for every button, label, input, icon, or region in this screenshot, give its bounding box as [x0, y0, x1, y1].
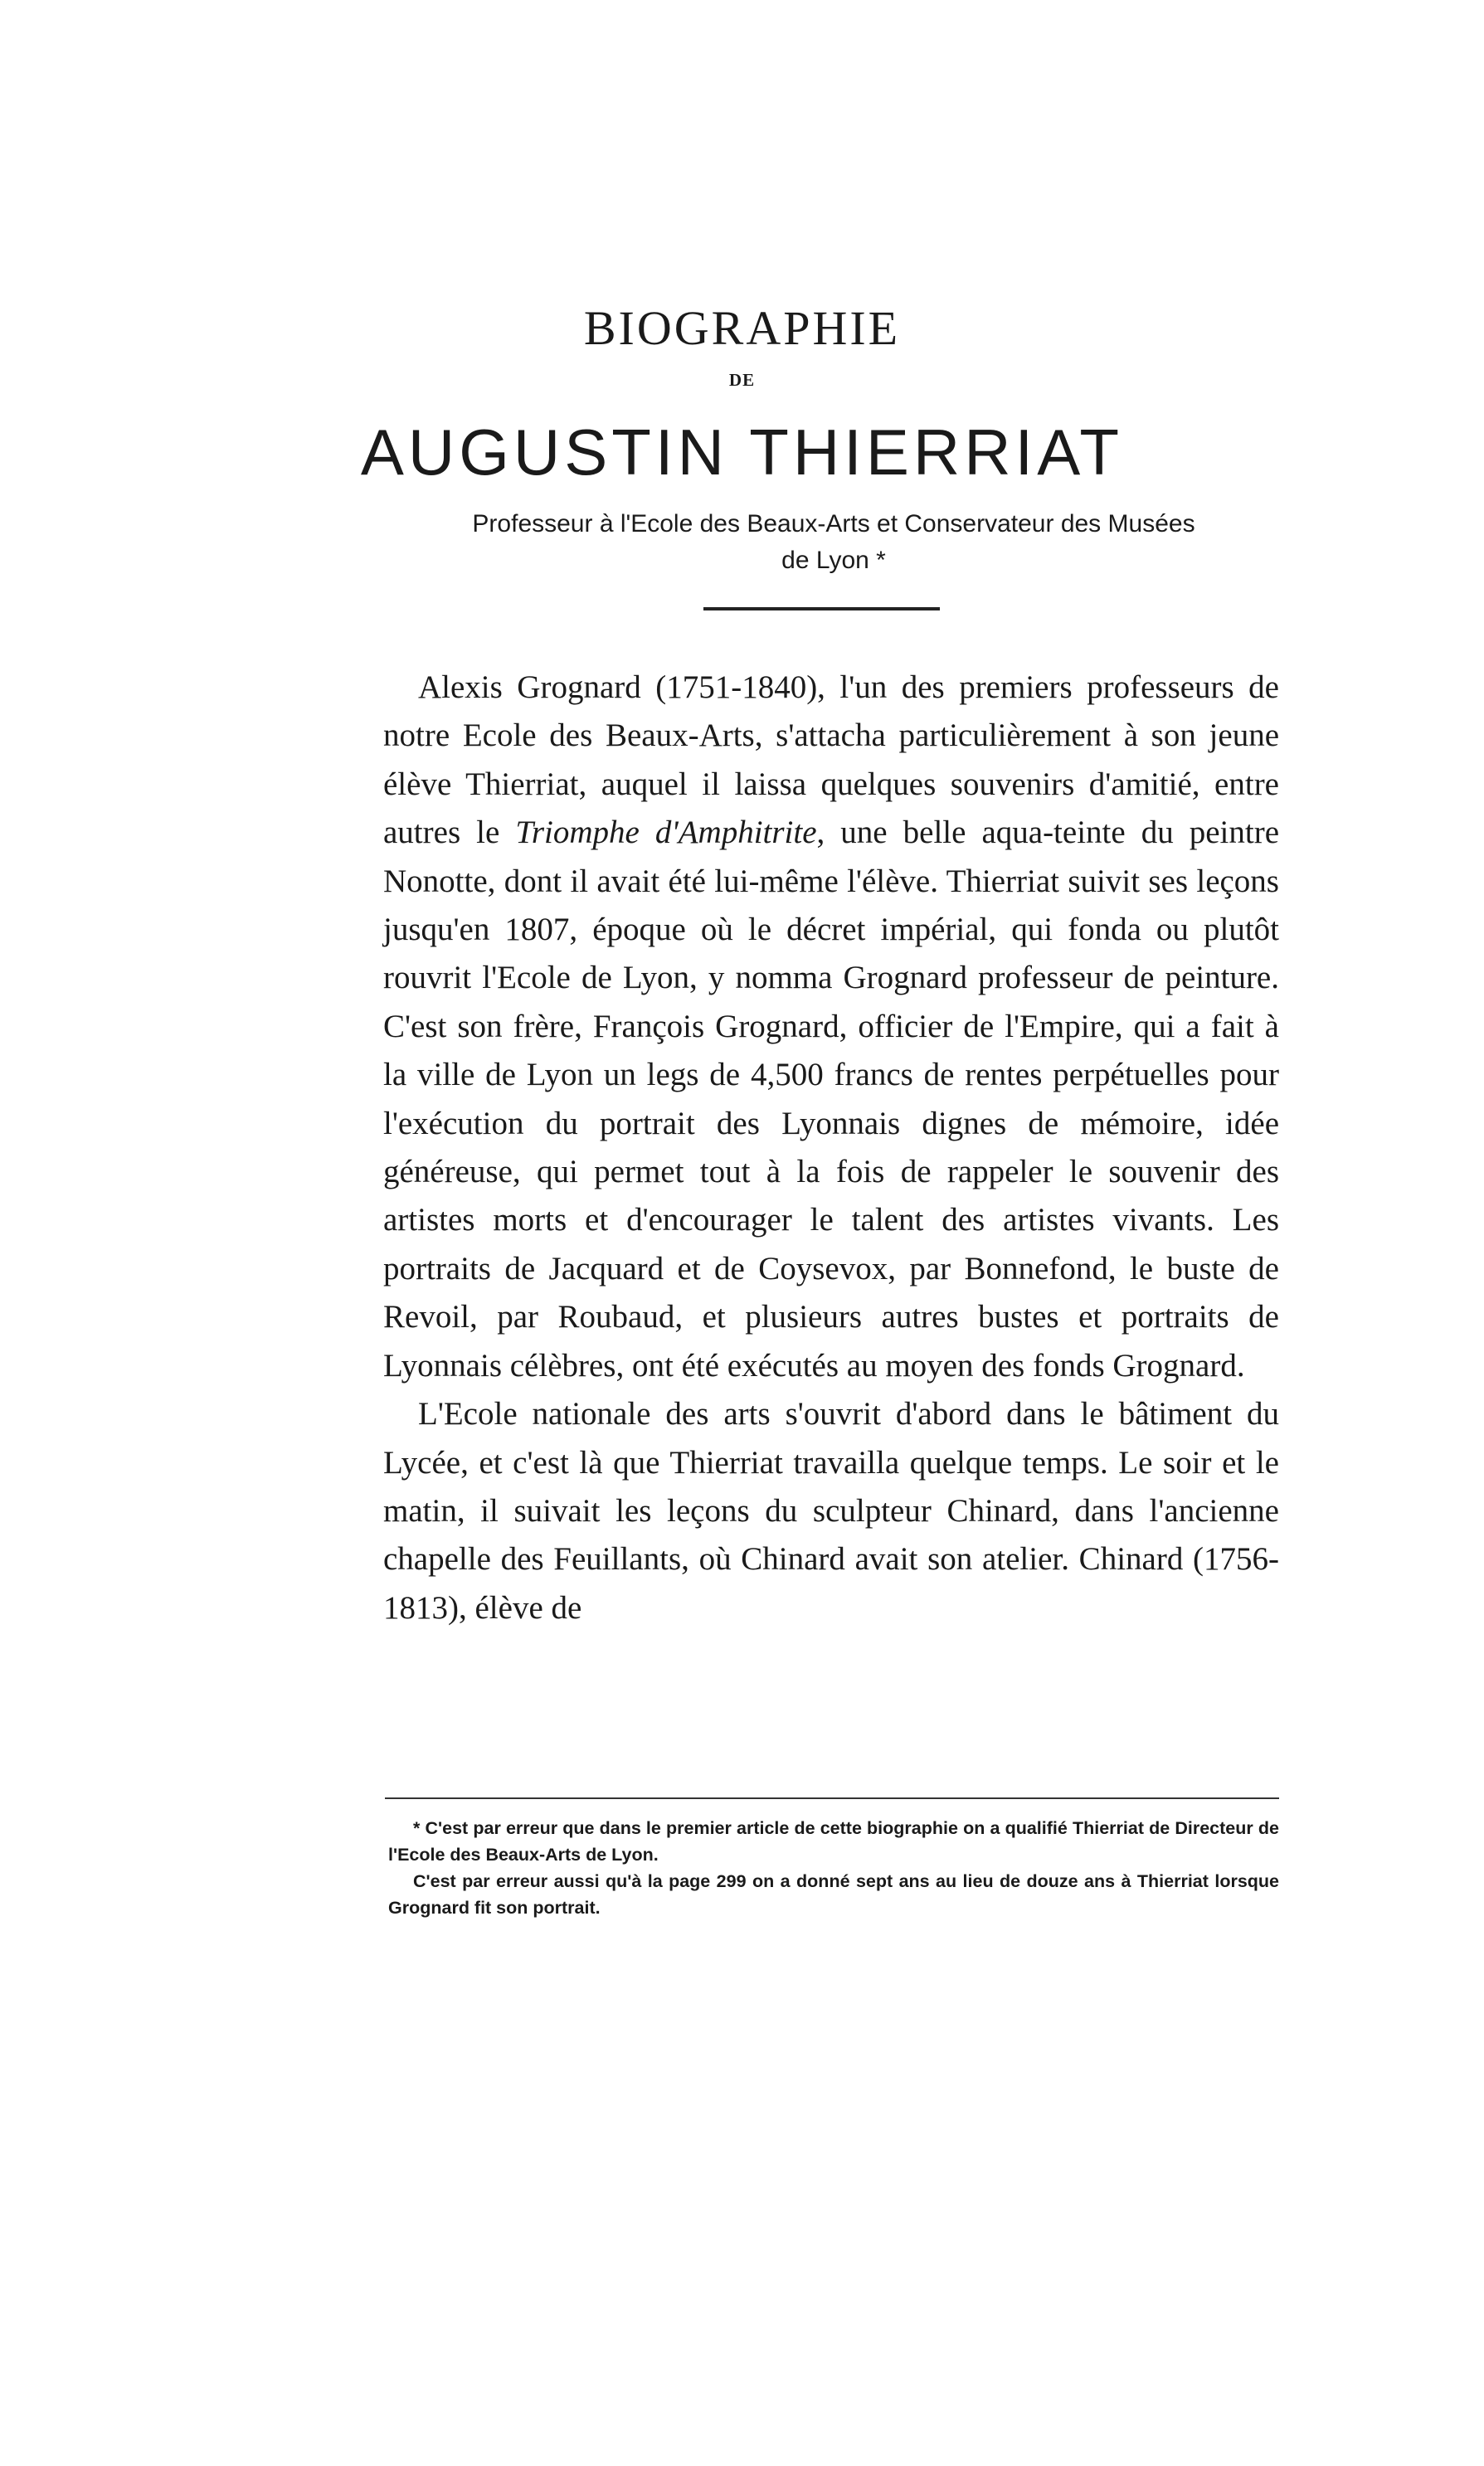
- artwork-title: Triomphe d'Amphitrite: [515, 815, 817, 851]
- footnotes: [388, 1815, 1279, 1921]
- footnote-divider: [385, 1797, 1279, 1799]
- paragraph-2: L'Ecole nationale des arts s'ouvrit d'abord dans le bâtiment du Lycée, et c'est là que Thierriat travailla quelque temps. Le soir et le matin, il suivait les leçons du sculpteur Chinard, dans l'ancienne chapelle des Feuillants, où Chinard avait son atelier. Chinard (1756-1813), élève de: [383, 1396, 1279, 1626]
- title-divider: [703, 607, 940, 610]
- subtitle-line-1: Professeur à l'Ecole des Beaux-Arts et Conservateur des Musées: [472, 510, 1195, 537]
- title-connector: DE: [728, 370, 756, 390]
- paragraph-1-part-a: Alexis Grognard (1751-1840), l'un des premiers professeurs de notre Ecole des Beaux-Arts, s'attacha particulièrement à son jeune élève Thierriat, auquel il laissa quelques souvenirs d'amitié, entre autres le: [383, 669, 1279, 851]
- footnote-2: C'est par erreur aussi qu'à la page 299 on a donné sept ans au lieu de douze ans à Thierriat lorsque Grognard fit son portrait.: [388, 1871, 1279, 1918]
- page-title: BIOGRAPHIE: [583, 301, 901, 355]
- body-text: [383, 664, 1279, 1632]
- subtitle: [390, 506, 1277, 579]
- paragraph-1: [383, 664, 1279, 1390]
- paragraph-1-part-b: , une belle aqua-teinte du peintre Nonotte, dont il avait été lui-même l'élève. Thierriat suivit ses leçons jusqu'en 1807, époque où le décret impérial, qui fonda ou plutôt rouvrit l'Ecole de Lyon, y nomma Grognard professeur de peinture. C'est son frère, François Grognard, officier de l'Empire, qui a fait à la ville de Lyon un legs de 4,500 francs de rentes perpétuelles pour l'exécution du portrait des Lyonnais dignes de mémoire, idée généreuse, qui permet tout à la fois de rappeler le souvenir des artistes morts et d'encourager le talent des artistes vivants. Les portraits de Jacquard et de Coysevox, par Bonnefond, le buste de Revoil, par Roubaud, et plusieurs autres bustes et portraits de Lyonnais célèbres, ont été exécutés au moyen des fonds Grognard.: [383, 815, 1280, 1384]
- subtitle-line-2: de Lyon *: [781, 547, 886, 574]
- footnote-1: * C'est par erreur que dans le premier article de cette biographie on a qualifié Thierriat de Directeur de l'Ecole des Beaux-Arts de Lyon.: [388, 1818, 1279, 1865]
- subject-name: AUGUSTIN THIERRIAT: [360, 416, 1124, 489]
